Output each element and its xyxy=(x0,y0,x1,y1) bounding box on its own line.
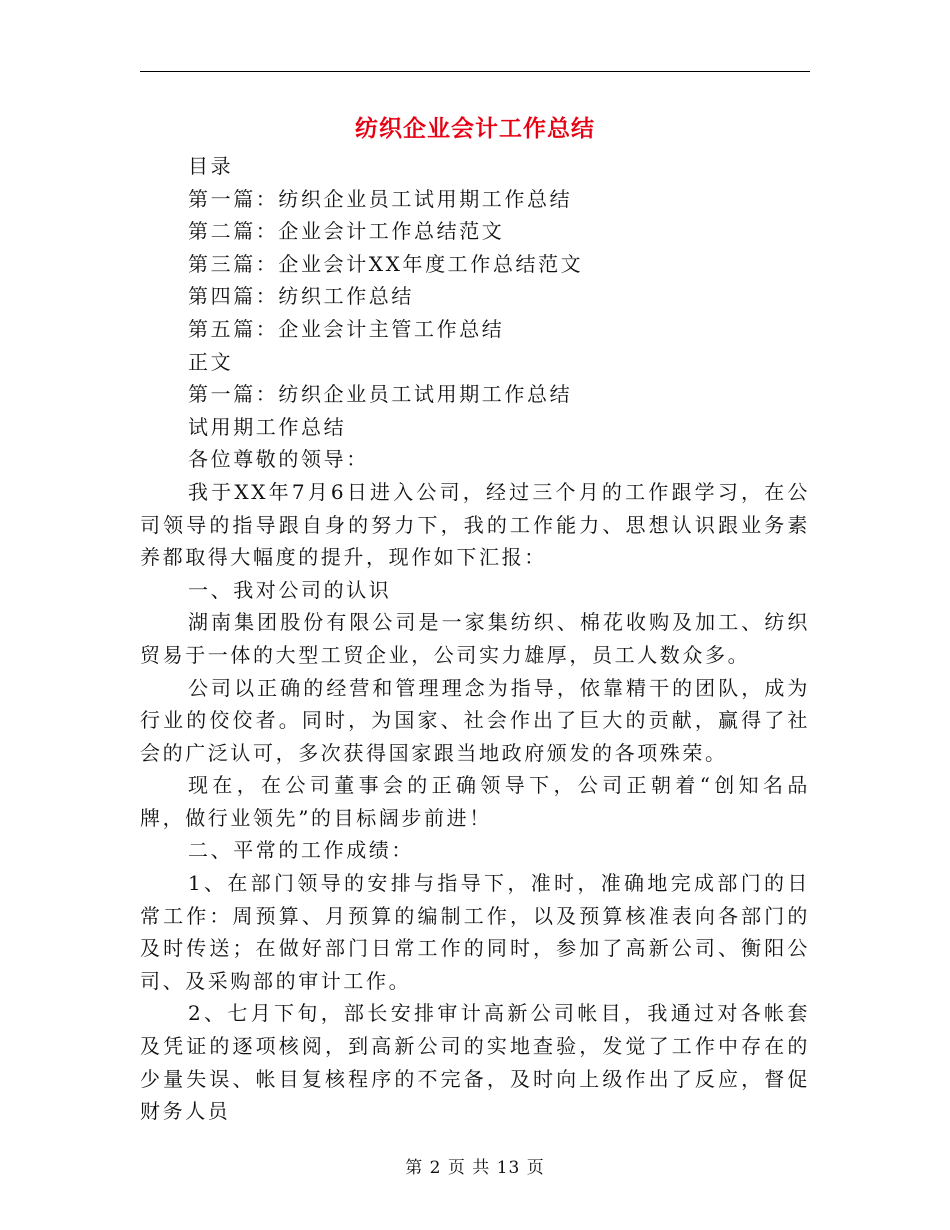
paragraph-heading-2: 二、平常的工作成绩： xyxy=(188,838,414,863)
paragraph-item-2: 2、七月下旬，部长安排审计高新公司帐目，我通过对各帐套及凭证的逐项核阅，到高新公司的实地查验，发觉了工作中存在的少量失误、帐目复核程序的不完备，及时向上级作出了反应，督促财务人员 xyxy=(140,1001,810,1124)
paragraph-philosophy: 公司以正确的经营和管理理念为指导，依靠精干的团队，成为行业的佼佼者。同时，为国家、社会作出了巨大的贡献，赢得了社会的广泛认可，多次获得国家跟当地政府颁发的各项殊荣。 xyxy=(140,675,810,765)
section-title: 试用期工作总结 xyxy=(188,414,347,439)
document-body xyxy=(140,150,810,1128)
paragraph-item-1: 1、在部门领导的安排与指导下，准时，准确地完成部门的日常工作：周预算、月预算的编制工作，以及预算核准表向各部门的及时传送；在做好部门日常工作的同时，参加了高新公司、衡阳公司、及采购部的审计工作。 xyxy=(140,871,810,993)
chapter-title: 第一篇：纺织企业员工试用期工作总结 xyxy=(188,382,573,407)
salutation: 各位尊敬的领导： xyxy=(188,447,369,472)
paragraph-intro: 我于XX年7月6日进入公司，经过三个月的工作跟学习，在公司领导的指导跟自身的努力下，我的工作能力、思想认识跟业务素养都取得大幅度的提升，现作如下汇报： xyxy=(140,479,810,570)
header-rule xyxy=(140,71,810,72)
toc-item-5: 第五篇：企业会计主管工作总结 xyxy=(188,316,505,341)
body-heading: 正文 xyxy=(188,349,234,374)
paragraph-company: 湖南集团股份有限公司是一家集纺织、棉花收购及加工、纺织贸易于一体的大型工贸企业，公司实力雄厚，员工人数众多。 xyxy=(140,610,810,667)
paragraph-goal: 现在，在公司董事会的正确领导下，公司正朝着“创知名品牌，做行业领先”的目标阔步前进！ xyxy=(140,773,810,830)
toc-item-4: 第四篇：纺织工作总结 xyxy=(188,284,414,309)
toc-item-3: 第三篇：企业会计XX年度工作总结范文 xyxy=(188,251,584,276)
document-title: 纺织企业会计工作总结 xyxy=(355,115,595,142)
paragraph-heading-1: 一、我对公司的认识 xyxy=(188,577,392,602)
page-number: 第 2 页 共 13 页 xyxy=(405,1158,545,1178)
toc-item-1: 第一篇：纺织企业员工试用期工作总结 xyxy=(188,186,573,211)
toc-heading: 目录 xyxy=(188,154,234,178)
toc-item-2: 第二篇：企业会计工作总结范文 xyxy=(188,219,505,244)
